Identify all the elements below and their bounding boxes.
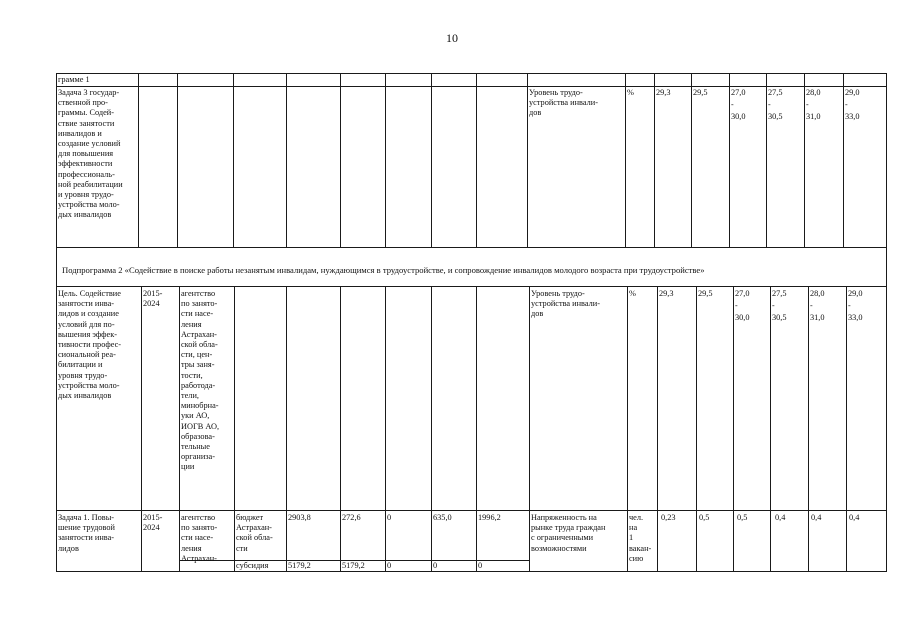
range-dash: - bbox=[810, 301, 813, 310]
task1-indicator: Напряженность на рынке труда граждан с ограниченными возможностями bbox=[531, 513, 606, 553]
task1-budget-year-3: 635,0 bbox=[433, 513, 452, 522]
col-divider bbox=[286, 286, 287, 571]
range-dash: - bbox=[735, 301, 738, 310]
col-divider bbox=[691, 73, 692, 247]
task1-budget-year-2: 0 bbox=[387, 513, 392, 522]
task1-value-3: 0,5 bbox=[737, 513, 748, 522]
header-tail: грамме 1 bbox=[58, 75, 90, 84]
task3-value-4-low: 27,5 bbox=[768, 88, 783, 97]
col-divider bbox=[804, 73, 805, 247]
task1-name: Задача 1. Повы- шение трудовой занятости инва- лидов bbox=[58, 513, 115, 553]
col-divider bbox=[141, 286, 142, 571]
col-divider bbox=[179, 286, 180, 571]
task1-value-6: 0,4 bbox=[849, 513, 860, 522]
goal-value-5-low: 28,0 bbox=[810, 289, 825, 298]
task3-unit: % bbox=[627, 88, 634, 97]
task1-subsidy-year-3: 0 bbox=[433, 561, 438, 570]
task3-indicator: Уровень трудо- устройства инвали- дов bbox=[529, 88, 598, 118]
range-dash: - bbox=[772, 301, 775, 310]
col-divider bbox=[385, 73, 386, 247]
col-divider bbox=[843, 73, 844, 247]
task1-value-1: 0,23 bbox=[661, 513, 676, 522]
col-divider bbox=[627, 286, 628, 571]
goal-value-1: 29,3 bbox=[659, 289, 674, 298]
range-dash: - bbox=[848, 301, 851, 310]
col-divider bbox=[696, 286, 697, 571]
col-divider bbox=[527, 73, 528, 247]
goal-value-6-high: 33,0 bbox=[848, 313, 863, 322]
table-border-top bbox=[56, 73, 887, 74]
row-divider bbox=[56, 86, 887, 87]
col-divider bbox=[476, 73, 477, 247]
col-divider bbox=[431, 286, 432, 571]
col-divider bbox=[234, 286, 235, 571]
row-divider bbox=[56, 510, 887, 511]
goal-period: 2015- 2024 bbox=[143, 289, 163, 309]
goal-executors: агентство по занято- сти насе- ления Астрахан- ской обла- сти, цен- тры заня- тости, работода- тели, минобрна- уки АО, ИОГВ АО, образова- тельные организа- ции bbox=[181, 289, 220, 472]
goal-unit: % bbox=[629, 289, 636, 298]
range-dash: - bbox=[768, 100, 771, 109]
col-divider bbox=[654, 73, 655, 247]
task3-value-2: 29,5 bbox=[693, 88, 708, 97]
col-divider bbox=[233, 73, 234, 247]
range-dash: - bbox=[806, 100, 809, 109]
task1-source-subsidy: субсидия bbox=[236, 561, 269, 570]
task1-subsidy-total: 5179,2 bbox=[288, 561, 311, 570]
col-divider bbox=[625, 73, 626, 247]
table-border-right bbox=[886, 73, 887, 571]
task3-value-4-high: 30,5 bbox=[768, 112, 783, 121]
task1-period: 2015- 2024 bbox=[143, 513, 163, 533]
task1-value-2: 0,5 bbox=[699, 513, 710, 522]
task3-value-1: 29,3 bbox=[656, 88, 671, 97]
task1-subsidy-year-1: 5179,2 bbox=[342, 561, 365, 570]
task3-value-5-high: 31,0 bbox=[806, 112, 821, 121]
row-divider bbox=[56, 247, 887, 248]
subprogram-title: Подпрограмма 2 «Содействие в поиске работы незанятым инвалидам, нуждающимся в трудоустройстве, и сопровождение инвалидов молодого возраста при трудоустройстве» bbox=[62, 265, 705, 275]
task1-unit: чел. на 1 вакан- сию bbox=[629, 513, 652, 563]
col-divider bbox=[846, 286, 847, 571]
table-border-bottom bbox=[56, 571, 887, 572]
task1-value-4: 0,4 bbox=[775, 513, 786, 522]
col-divider bbox=[733, 286, 734, 571]
col-divider bbox=[476, 286, 477, 571]
col-divider bbox=[808, 286, 809, 571]
col-divider bbox=[286, 73, 287, 247]
table-border-left bbox=[56, 73, 57, 571]
col-divider bbox=[431, 73, 432, 247]
task3-value-5-low: 28,0 bbox=[806, 88, 821, 97]
range-dash: - bbox=[845, 100, 848, 109]
goal-indicator: Уровень трудо- устройства инвали- дов bbox=[531, 289, 600, 319]
goal-value-4-high: 30,5 bbox=[772, 313, 787, 322]
col-divider bbox=[177, 73, 178, 247]
task1-subsidy-year-2: 0 bbox=[387, 561, 392, 570]
page-number: 10 bbox=[446, 31, 458, 45]
task1-value-5: 0,4 bbox=[811, 513, 822, 522]
goal-value-4-low: 27,5 bbox=[772, 289, 787, 298]
col-divider bbox=[385, 286, 386, 571]
col-divider bbox=[766, 73, 767, 247]
task3-value-3-low: 27,0 bbox=[731, 88, 746, 97]
task1-source-budget: бюджет Астрахан- ской обла- сти bbox=[236, 513, 273, 553]
goal-value-2: 29,5 bbox=[698, 289, 713, 298]
goal-value-5-high: 31,0 bbox=[810, 313, 825, 322]
task1-budget-total: 2903,8 bbox=[288, 513, 311, 522]
task1-budget-year-4: 1996,2 bbox=[478, 513, 501, 522]
goal-value-3-high: 30,0 bbox=[735, 313, 750, 322]
col-divider bbox=[340, 73, 341, 247]
task3-value-6-low: 29,0 bbox=[845, 88, 860, 97]
goal-value-6-low: 29,0 bbox=[848, 289, 863, 298]
task1-subsidy-year-4: 0 bbox=[478, 561, 483, 570]
col-divider bbox=[529, 286, 530, 571]
task1-budget-year-1: 272,6 bbox=[342, 513, 361, 522]
range-dash: - bbox=[731, 100, 734, 109]
task3-value-3-high: 30,0 bbox=[731, 112, 746, 121]
col-divider bbox=[657, 286, 658, 571]
col-divider bbox=[729, 73, 730, 247]
task3-name: Задача 3 государ- ственной про- граммы. Содей- ствие занятости инвалидов и создание условий для повышения эффективности профессиональ- ной реабилитации и уровня трудо- устройства моло- дых инвалидов bbox=[58, 88, 123, 220]
task1-executors: агентство по занято- сти насе- ления Астрахан- bbox=[181, 513, 218, 563]
task3-value-6-high: 33,0 bbox=[845, 112, 860, 121]
col-divider bbox=[138, 73, 139, 247]
goal-value-3-low: 27,0 bbox=[735, 289, 750, 298]
goal-name: Цель. Содействие занятости инва- лидов и создание условий для по- вышения эффек- тивности профес- сиональной реа- билитации и уровня трудо- устройства моло- дых инвалидов bbox=[58, 289, 122, 401]
col-divider bbox=[340, 286, 341, 571]
col-divider bbox=[770, 286, 771, 571]
row-divider bbox=[56, 286, 887, 287]
